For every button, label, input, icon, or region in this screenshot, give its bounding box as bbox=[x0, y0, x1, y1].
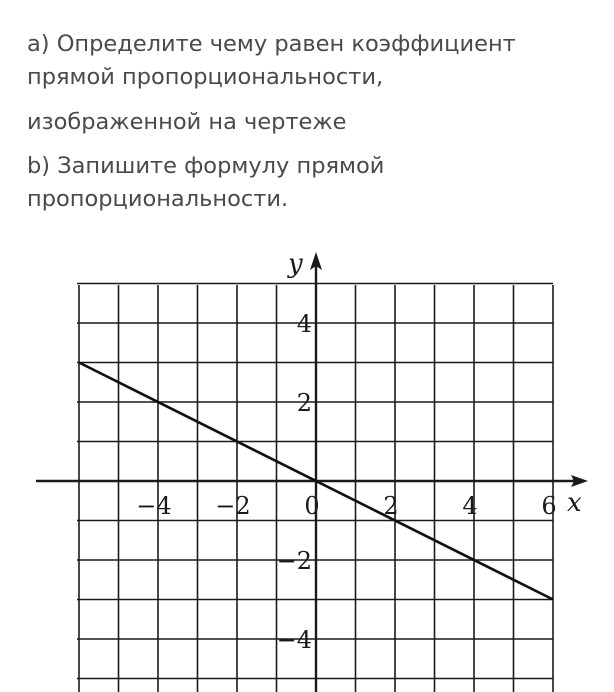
task-a-line-3: изображенной на чертеже bbox=[27, 109, 347, 135]
task-b-line-2: пропорциональности. bbox=[27, 186, 289, 212]
y-tick-label: 2 bbox=[296, 389, 312, 417]
x-tick-label: 4 bbox=[462, 492, 478, 520]
y-tick-label: −4 bbox=[276, 626, 312, 654]
y-tick-label: 4 bbox=[296, 310, 312, 338]
x-tick-label: −4 bbox=[136, 492, 172, 520]
y-axis-label: y bbox=[288, 249, 303, 279]
x-tick-label: −2 bbox=[215, 492, 251, 520]
x-tick-label: 6 bbox=[541, 492, 557, 520]
task-a-line-1: a) Определите чему равен коэффициент bbox=[27, 31, 516, 57]
x-tick-label: 0 bbox=[304, 492, 320, 520]
task-a-line-2: прямой пропорциональности, bbox=[27, 64, 384, 90]
x-tick-label: 2 bbox=[383, 492, 399, 520]
task-b-line-1: b) Запишите формулу прямой bbox=[27, 153, 385, 179]
y-tick-label: −2 bbox=[276, 547, 312, 575]
x-axis-label: x bbox=[567, 488, 582, 518]
